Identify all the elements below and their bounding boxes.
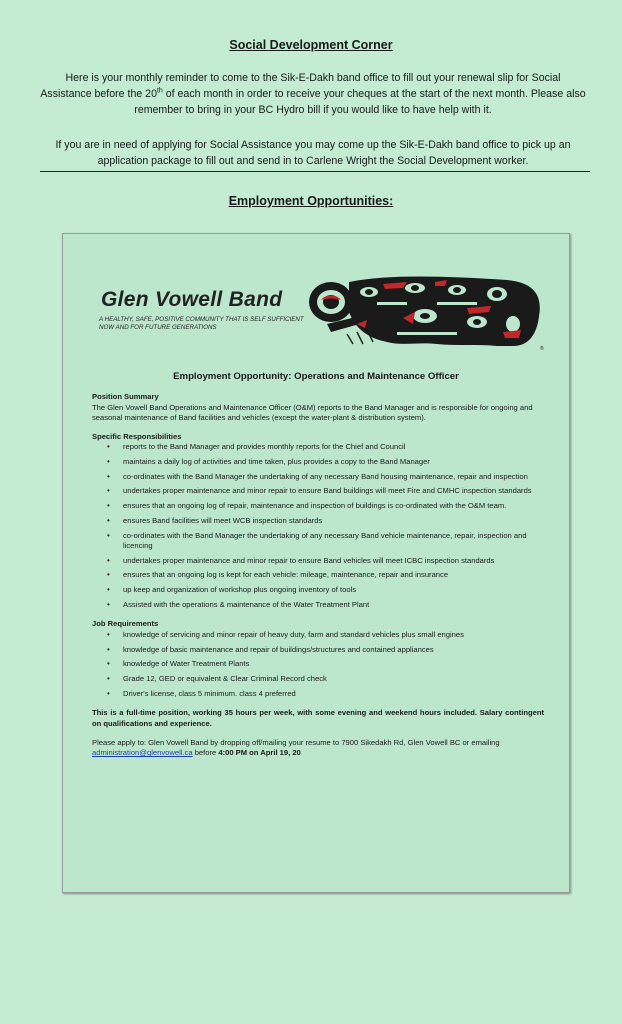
- responsibilities-list: [92, 442, 544, 610]
- reminder-text-end: of each month in order to receive your cheques at the start of the next month. Please also remember to bring in your BC Hydro bill if you would like to have help with it.: [134, 88, 586, 116]
- reminder-text-start: Here is your monthly reminder to come to the Sik-E-Dakh band office to fill out your renewal slip for Social Assistance before the 20: [40, 72, 561, 100]
- reminder-superscript: th: [156, 87, 163, 95]
- social-reminder-paragraph: [40, 70, 586, 118]
- band-name: Glen Vowell Band: [101, 288, 283, 311]
- list-item: • maintains a daily log of activities and time taken, plus provides a copy to the Band Manager: [92, 457, 544, 468]
- apply-text: Please apply to: Glen Vowell Band by dropping off/mailing your resume to 7900 Sikedakh Rd, Glen Vowell BC or emailing: [92, 737, 500, 747]
- list-item: • knowledge of Water Treatment Plants: [92, 659, 544, 670]
- list-item: • reports to the Band Manager and provides monthly reports for the Chief and Council: [92, 442, 544, 453]
- summary-text: The Glen Vowell Band Operations and Maintenance Officer (O&M) reports to the Band Manager and is responsible for ongoing and seasonal maintenance of Band facilities and vehicles (except the water-plant & distribution system).: [92, 402, 533, 423]
- section-divider: [40, 171, 590, 172]
- list-item: • Assisted with the operations & maintenance of the Water Treatment Plant: [92, 600, 544, 611]
- apply-deadline: 4:00 PM on April 19, 20: [218, 748, 301, 758]
- list-item: • ensures Band facilities will meet WCB inspection standards: [92, 516, 544, 527]
- requirements-heading: Job Requirements: [92, 619, 159, 629]
- social-applying-paragraph: If you are in need of applying for Social Assistance you may come up the Sik-E-Dakh band office to pick up an application package to fill out and send in to Carlene Wright the Social Development worker.: [55, 139, 571, 167]
- job-title: Employment Opportunity: Operations and Maintenance Officer: [173, 371, 459, 382]
- apply-instructions: [92, 738, 544, 759]
- list-item: • Grade 12, GED or equivalent & Clear Criminal Record check: [92, 674, 544, 685]
- list-item: • co-ordinates with the Band Manager the undertaking of any necessary Band housing maintenance, repair and inspection: [92, 472, 544, 483]
- formline-art-logo-icon: [307, 272, 547, 352]
- list-item: • knowledge of basic maintenance and repair of buildings/structures and contained appliances: [92, 645, 544, 656]
- summary-heading: Position Summary: [92, 392, 159, 401]
- fulltime-notice: This is a full-time position, working 35 hours per week, with some evening and weekend hours included. Salary contingent on qualifications and experience.: [92, 708, 544, 728]
- job-details: [92, 392, 544, 767]
- requirements-list: [92, 630, 544, 699]
- list-item: • ensures that an ongoing log of repair, maintenance and inspection of buildings is co-ordinated with the O&M team.: [92, 501, 544, 512]
- list-item: • knowledge of servicing and minor repair of heavy duty, farm and standard vehicles plus small engines: [92, 630, 544, 641]
- list-item: • ensures that an ongoing log is kept for each vehicle: mileage, maintenance, repair and insurance: [92, 570, 544, 581]
- apply-text-mid: before: [192, 748, 219, 758]
- list-item: • Driver's license, class 5 minimum. class 4 preferred: [92, 689, 544, 700]
- list-item: • undertakes proper maintenance and minor repair to ensure Band buildings will meet Fire and CMHC inspection standards: [92, 486, 544, 497]
- social-development-title: Social Development Corner: [229, 38, 393, 52]
- band-tagline: A HEALTHY, SAFE, POSITIVE COMMUNITY THAT IS SELF SUFFICIENT NOW AND FOR FUTURE GENERATIONS: [99, 316, 304, 331]
- responsibilities-heading: Specific Responsibilities: [92, 431, 182, 441]
- job-posting-flyer: [62, 233, 570, 893]
- email-link[interactable]: administration@glenvowell.ca: [92, 748, 193, 758]
- list-item: • co-ordinates with the Band Manager the undertaking of any necessary Band vehicle maintenance, repair, inspection and licencing: [92, 531, 544, 552]
- list-item: • up keep and organization of workshop plus ongoing inventory of tools: [92, 585, 544, 596]
- list-item: • undertakes proper maintenance and minor repair to ensure Band vehicles will meet ICBC inspection standards: [92, 556, 544, 567]
- employment-heading: Employment Opportunities:: [228, 194, 394, 208]
- svg-text:®: ®: [540, 346, 544, 352]
